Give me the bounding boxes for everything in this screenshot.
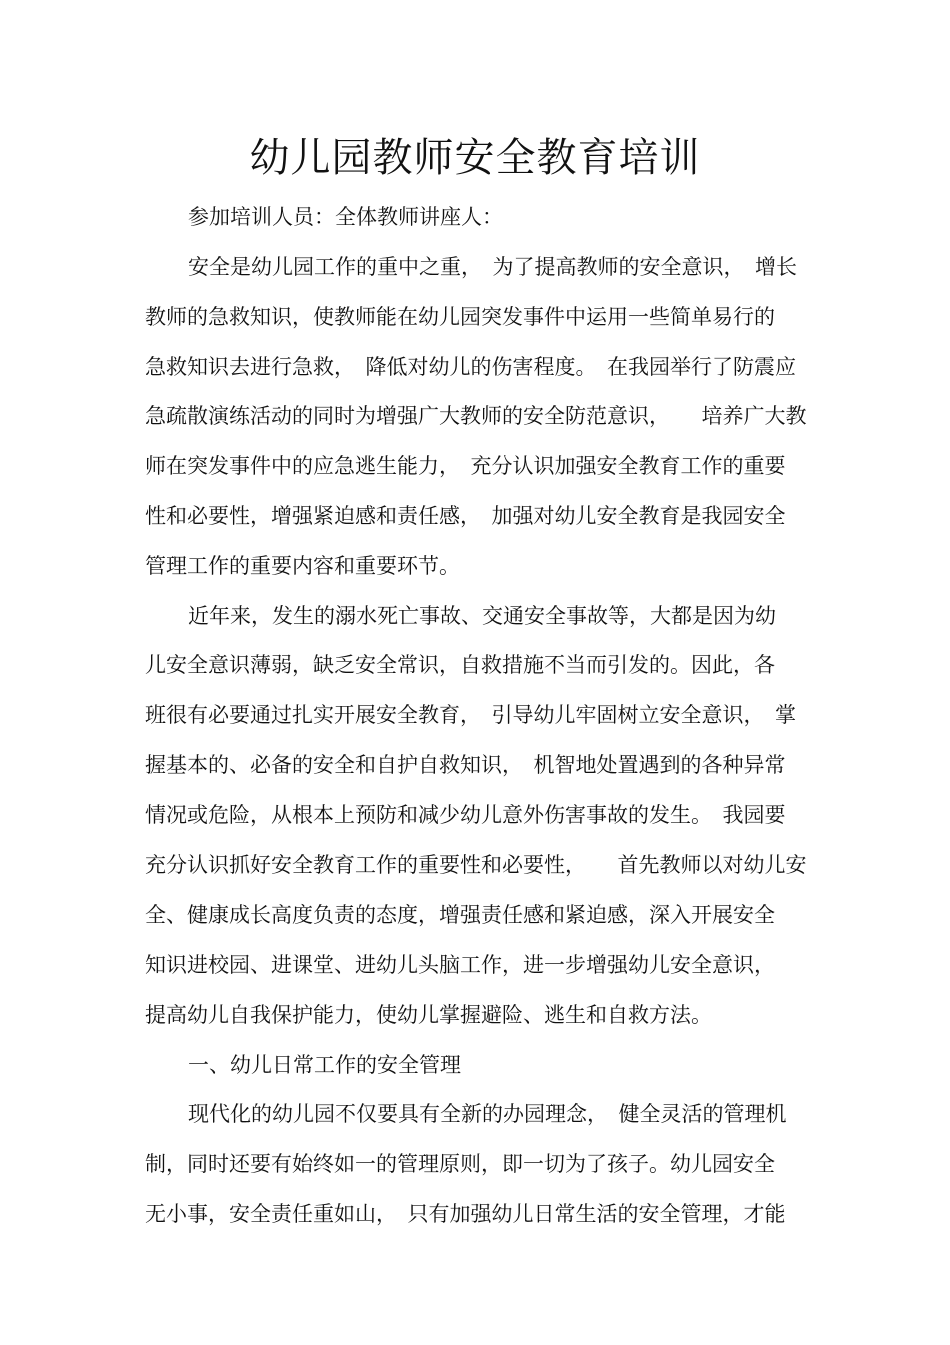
text-line: 儿安全意识薄弱，缺乏安全常识，自救措施不当而引发的。因此，各 xyxy=(145,653,775,677)
text-line: 急疏散演练活动的同时为增强广大教师的安全防范意识， 培养广大教 xyxy=(145,404,807,428)
text-line: 参加培训人员：全体教师讲座人： xyxy=(188,205,503,229)
text-line: 握基本的、必备的安全和自护自救知识， 机智地处置遇到的各种异常 xyxy=(145,753,786,777)
text-line: 性和必要性，增强紧迫感和责任感， 加强对幼儿安全教育是我园安全 xyxy=(145,504,786,528)
text-line: 班很有必要通过扎实开展安全教育， 引导幼儿牢固树立安全意识， 掌 xyxy=(145,703,796,727)
text-line: 现代化的幼儿园不仅要具有全新的办园理念， 健全灵活的管理机 xyxy=(188,1102,787,1126)
section-heading: 一、幼儿日常工作的安全管理 xyxy=(188,1053,461,1077)
text-line: 教师的急救知识，使教师能在幼儿园突发事件中运用一些简单易行的 xyxy=(145,305,775,329)
text-line: 知识进校园、进课堂、进幼儿头脑工作，进一步增强幼儿安全意识， xyxy=(145,953,775,977)
text-line: 急救知识去进行急救， 降低对幼儿的伤害程度。 在我园举行了防震应 xyxy=(145,355,796,379)
text-line: 无小事，安全责任重如山， 只有加强幼儿日常生活的安全管理，才能 xyxy=(145,1202,786,1226)
text-line: 师在突发事件中的应急逃生能力， 充分认识加强安全教育工作的重要 xyxy=(145,454,786,478)
text-line: 提高幼儿自我保护能力，使幼儿掌握避险、逃生和自救方法。 xyxy=(145,1003,712,1027)
text-line: 安全是幼儿园工作的重中之重， 为了提高教师的安全意识， 增长 xyxy=(188,255,797,279)
text-line: 管理工作的重要内容和重要环节。 xyxy=(145,554,460,578)
text-line: 制，同时还要有始终如一的管理原则，即一切为了孩子。幼儿园安全 xyxy=(145,1152,775,1176)
text-line: 充分认识抓好安全教育工作的重要性和必要性， 首先教师以对幼儿安 xyxy=(145,853,807,877)
text-line: 情况或危险，从根本上预防和减少幼儿意外伤害事故的发生。 我园要 xyxy=(145,803,786,827)
text-line: 近年来，发生的溺水死亡事故、交通安全事故等，大都是因为幼 xyxy=(188,604,776,628)
text-line: 全、健康成长高度负责的态度，增强责任感和紧迫感，深入开展安全 xyxy=(145,903,775,927)
document-title: 幼儿园教师安全教育培训 xyxy=(249,135,701,181)
